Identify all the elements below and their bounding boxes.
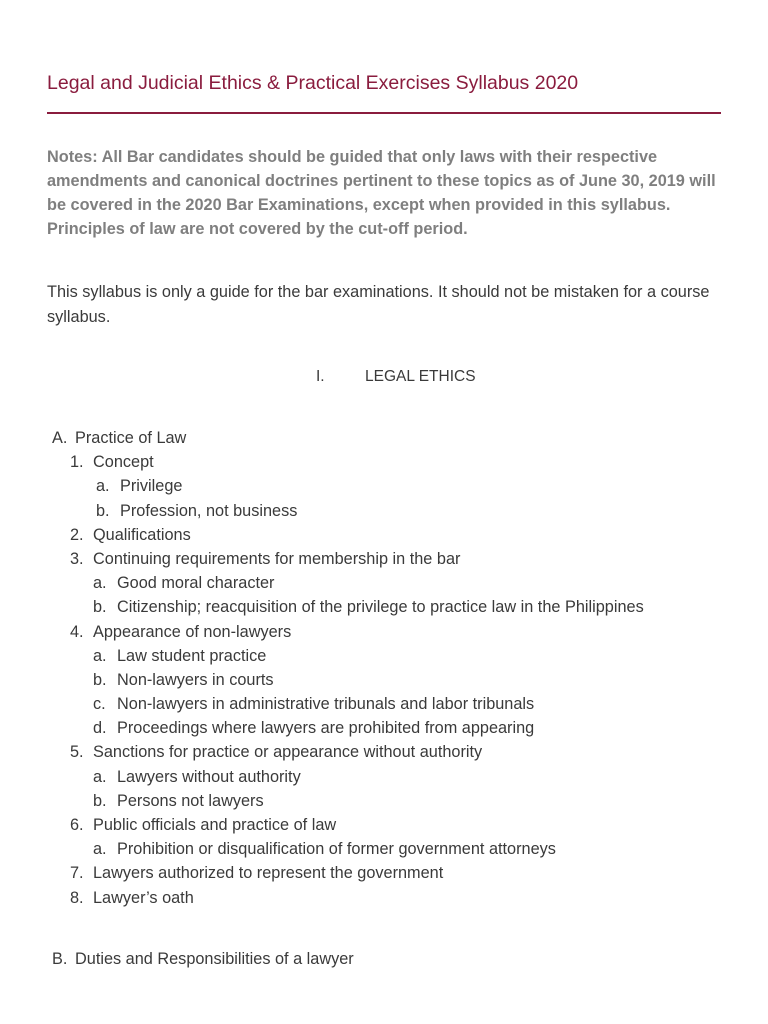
list-marker: a. (93, 767, 107, 786)
outline-heading-text: Duties and Responsibilities of a lawyer (75, 950, 354, 968)
list-subitem-text: Privilege (120, 477, 183, 496)
list-marker: a. (93, 840, 107, 859)
list-subitem-text: Law student practice (117, 646, 267, 665)
list-marker: b. (93, 791, 107, 810)
list-item-text: Concept (93, 453, 154, 472)
list-marker: 5. (70, 743, 84, 762)
list-item-text: Sanctions for practice or appearance without authority (93, 743, 483, 762)
list-marker: 1. (70, 453, 84, 472)
list-subitem (0, 574, 768, 598)
outline-part-a (0, 429, 768, 913)
list-marker: a. (93, 574, 107, 593)
section-title: LEGAL ETHICS (365, 368, 476, 385)
list-subitem (0, 840, 768, 864)
outline-marker: B. (52, 950, 68, 968)
list-marker: 8. (70, 888, 84, 907)
list-marker: 7. (70, 864, 84, 883)
notes-paragraph: Notes: All Bar candidates should be guided that only laws with their respective amendments and canonical doctrines pertinent to these topics as of June 30, 2019 will be covered in the 2020 Bar Examinations, except when provided in this syllabus. Principles of law are not covered by the cut-off period. (47, 148, 716, 238)
list-subitem (0, 502, 768, 526)
list-subitem-text: Persons not lawyers (117, 791, 264, 810)
outline-heading-a (0, 429, 768, 453)
list-marker: 4. (70, 622, 84, 641)
list-item-text: Public officials and practice of law (93, 816, 337, 834)
list-marker: a. (93, 646, 107, 665)
outline-heading-b (0, 950, 768, 974)
list-item-text: Lawyer’s oath (93, 888, 194, 907)
list-marker: d. (93, 719, 107, 738)
list-item (0, 550, 768, 574)
list-marker: 6. (70, 816, 84, 834)
list-marker: 3. (70, 549, 84, 568)
list-marker: 2. (70, 525, 84, 544)
list-item (0, 816, 768, 840)
outline-marker: A. (52, 429, 68, 447)
list-subitem (0, 671, 768, 695)
list-marker: b. (96, 501, 110, 520)
list-item-text: Appearance of non-lawyers (93, 622, 292, 641)
list-item (0, 743, 768, 767)
list-marker: a. (96, 477, 110, 496)
list-subitem-text: Citizenship; reacquisition of the privilege to practice law in the Philippines (117, 598, 644, 617)
list-item (0, 623, 768, 647)
guide-paragraph: This syllabus is only a guide for the bar examinations. It should not be mistaken for a course syllabus. (47, 283, 710, 326)
list-subitem (0, 695, 768, 719)
list-marker: b. (93, 670, 107, 689)
list-subitem-text: Prohibition or disqualification of former government attorneys (117, 840, 556, 859)
list-item-text: Qualifications (93, 525, 191, 544)
list-item (0, 453, 768, 477)
title-divider (47, 112, 721, 114)
list-item-text: Continuing requirements for membership in the bar (93, 549, 461, 568)
list-subitem-text: Non-lawyers in administrative tribunals and labor tribunals (117, 695, 535, 714)
list-subitem-text: Profession, not business (120, 501, 298, 520)
list-item (0, 889, 768, 913)
list-subitem-text: Non-lawyers in courts (117, 670, 274, 689)
list-item (0, 864, 768, 888)
document-title: Legal and Judicial Ethics & Practical Exercises Syllabus 2020 (47, 72, 579, 94)
section-number: I. (316, 368, 325, 385)
list-subitem (0, 719, 768, 743)
list-marker: b. (93, 598, 107, 617)
list-subitem (0, 768, 768, 792)
list-subitem-text: Lawyers without authority (117, 767, 301, 786)
list-subitem (0, 477, 768, 501)
list-subitem (0, 647, 768, 671)
list-subitem (0, 598, 768, 622)
list-item-text: Lawyers authorized to represent the government (93, 864, 444, 883)
list-marker: c. (93, 695, 106, 714)
list-item (0, 526, 768, 550)
list-subitem-text: Good moral character (117, 574, 275, 593)
list-subitem-text: Proceedings where lawyers are prohibited from appearing (117, 719, 535, 738)
outline-heading-text: Practice of Law (75, 429, 187, 447)
list-subitem (0, 792, 768, 816)
